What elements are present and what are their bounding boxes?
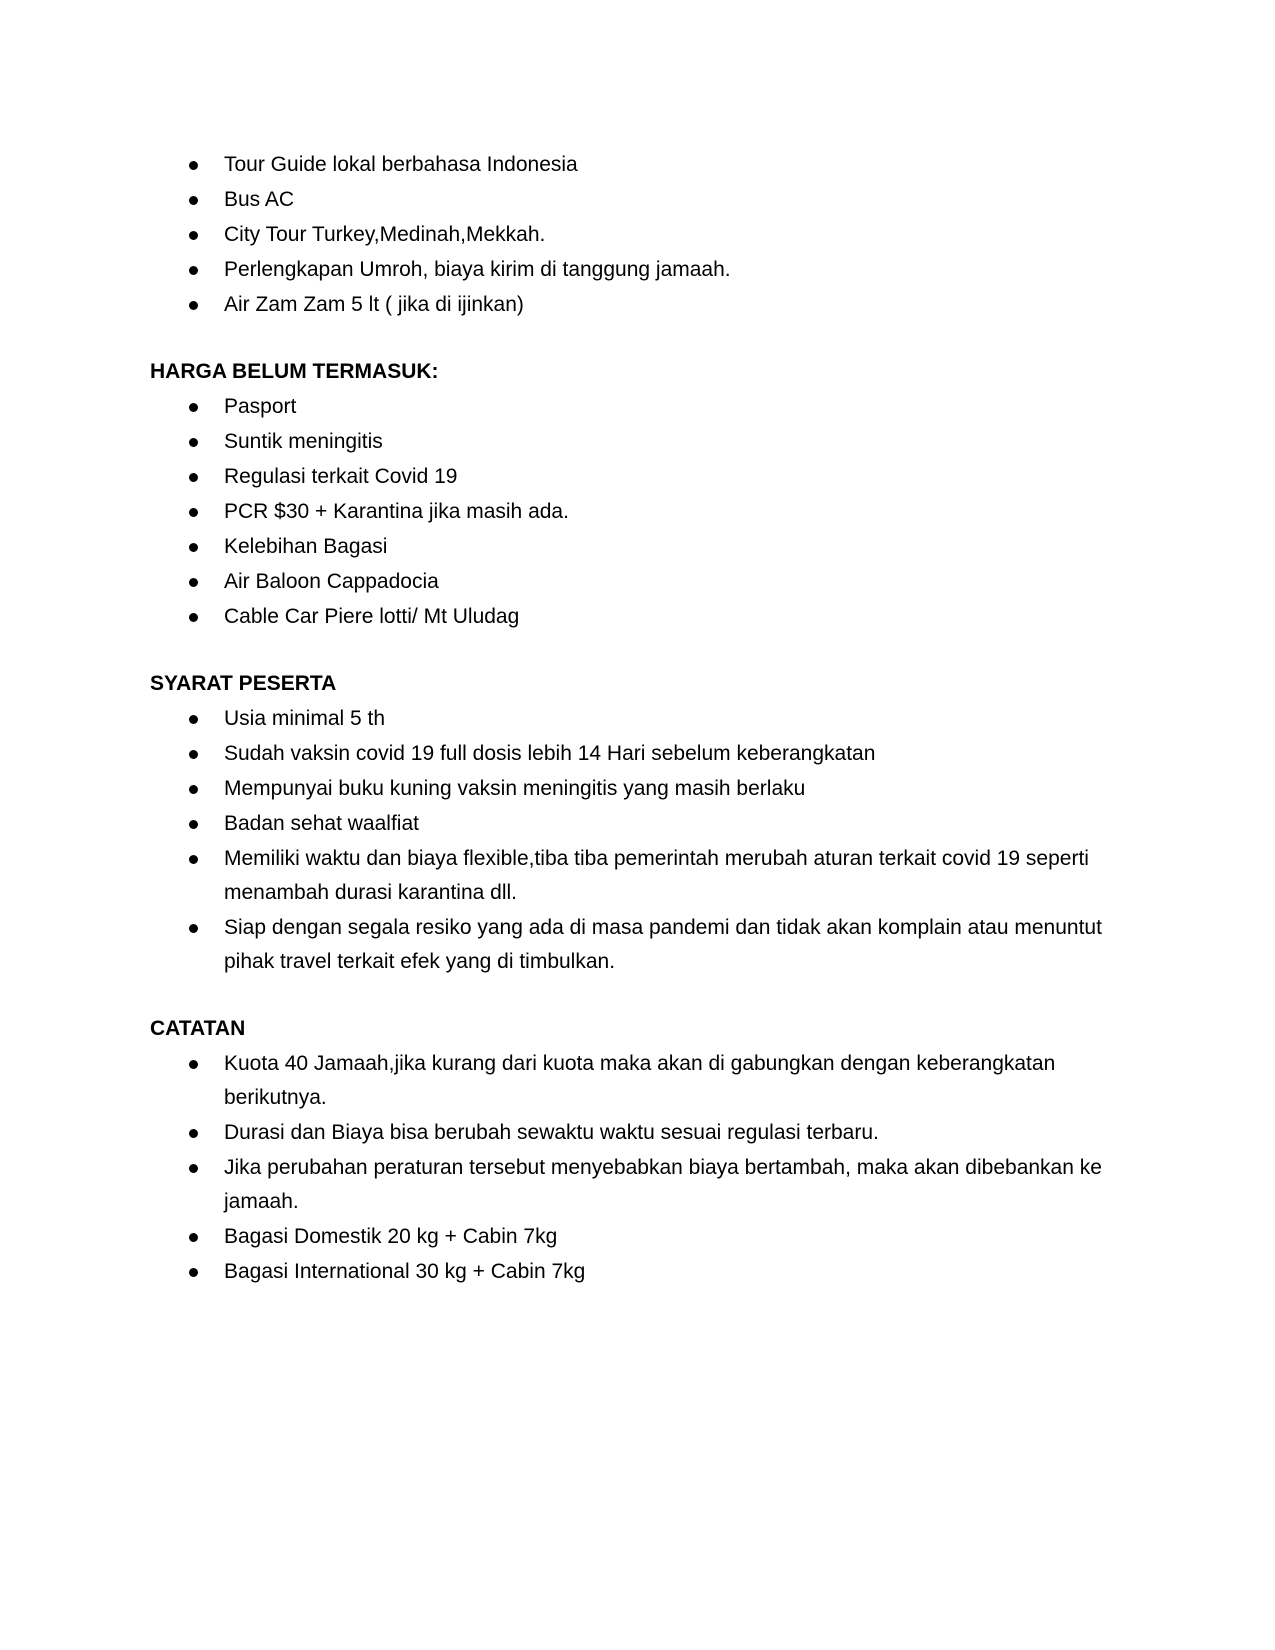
bullet-list	[150, 1047, 1150, 1289]
bullet-icon	[189, 1164, 198, 1173]
list-item	[150, 1116, 1150, 1150]
bullet-icon	[189, 403, 198, 412]
bullet-list	[150, 390, 1150, 634]
list-item-text: Perlengkapan Umroh, biaya kirim di tanggung jamaah.	[224, 258, 731, 281]
section-requirements	[150, 666, 1150, 979]
bullet-icon	[189, 543, 198, 552]
bullet-icon	[189, 196, 198, 205]
bullet-icon	[189, 613, 198, 622]
list-item-text: Mempunyai buku kuning vaksin meningitis yang masih berlaku	[224, 777, 806, 800]
bullet-list	[150, 702, 1150, 979]
bullet-icon	[189, 785, 198, 794]
list-item-text: Jika perubahan peraturan tersebut menyebabkan biaya bertambah, maka akan dibebankan ke jamaah.	[224, 1156, 1102, 1213]
list-item	[150, 600, 1150, 634]
list-item	[150, 390, 1150, 424]
list-item-text: Bus AC	[224, 188, 295, 211]
list-item	[150, 911, 1150, 979]
bullet-icon	[189, 820, 198, 829]
list-item	[150, 1047, 1150, 1115]
list-item	[150, 183, 1150, 217]
list-item	[150, 807, 1150, 841]
list-item	[150, 425, 1150, 459]
list-item-text: Durasi dan Biaya bisa berubah sewaktu waktu sesuai regulasi terbaru.	[224, 1121, 879, 1144]
list-item-text: Sudah vaksin covid 19 full dosis lebih 14 Hari sebelum keberangkatan	[224, 742, 876, 765]
section-included	[150, 148, 1150, 322]
bullet-icon	[189, 1129, 198, 1138]
list-item-text: Badan sehat waalfiat	[224, 812, 419, 835]
list-item-text: Bagasi International 30 kg + Cabin 7kg	[224, 1260, 586, 1283]
list-item-text: Bagasi Domestik 20 kg + Cabin 7kg	[224, 1225, 558, 1248]
list-item	[150, 460, 1150, 494]
list-item	[150, 772, 1150, 806]
list-item-text: Suntik meningitis	[224, 430, 383, 453]
bullet-list	[150, 148, 1150, 322]
list-item-text: Air Baloon Cappadocia	[224, 570, 439, 593]
bullet-icon	[189, 578, 198, 587]
list-item-text: Kuota 40 Jamaah,jika kurang dari kuota maka akan di gabungkan dengan keberangkatan berikutnya.	[224, 1052, 1056, 1109]
list-item-text: Pasport	[224, 395, 297, 418]
bullet-icon	[189, 301, 198, 310]
bullet-icon	[189, 750, 198, 759]
list-item	[150, 842, 1150, 910]
list-item	[150, 737, 1150, 771]
list-item-text: PCR $30 + Karantina jika masih ada.	[224, 500, 569, 523]
section-not-included	[150, 354, 1150, 634]
bullet-icon	[189, 924, 198, 933]
document-page	[150, 148, 1150, 1290]
list-item-text: City Tour Turkey,Medinah,Mekkah.	[224, 223, 546, 246]
bullet-icon	[189, 266, 198, 275]
bullet-icon	[189, 1268, 198, 1277]
list-item-text: Regulasi terkait Covid 19	[224, 465, 458, 488]
bullet-icon	[189, 508, 198, 517]
list-item-text: Kelebihan Bagasi	[224, 535, 388, 558]
list-item	[150, 495, 1150, 529]
list-item-text: Usia minimal 5 th	[224, 707, 386, 730]
section-heading: CATATAN	[150, 1017, 246, 1040]
list-item	[150, 1220, 1150, 1254]
bullet-icon	[189, 473, 198, 482]
bullet-icon	[189, 1060, 198, 1069]
list-item	[150, 530, 1150, 564]
list-item-text: Tour Guide lokal berbahasa Indonesia	[224, 153, 578, 176]
list-item	[150, 1255, 1150, 1289]
bullet-icon	[189, 231, 198, 240]
list-item	[150, 565, 1150, 599]
list-item-text: Cable Car Piere lotti/ Mt Uludag	[224, 605, 520, 628]
bullet-icon	[189, 855, 198, 864]
list-item-text: Memiliki waktu dan biaya flexible,tiba tiba pemerintah merubah aturan terkait covid 19 seperti menambah durasi karantina dll.	[224, 847, 1089, 904]
section-heading: SYARAT PESERTA	[150, 672, 337, 695]
bullet-icon	[189, 715, 198, 724]
list-item-text: Air Zam Zam 5 lt ( jika di ijinkan)	[224, 293, 524, 316]
list-item	[150, 253, 1150, 287]
list-item	[150, 288, 1150, 322]
list-item	[150, 218, 1150, 252]
list-item	[150, 702, 1150, 736]
list-item	[150, 148, 1150, 182]
section-heading: HARGA BELUM TERMASUK:	[150, 360, 439, 383]
list-item	[150, 1151, 1150, 1219]
section-notes	[150, 1011, 1150, 1289]
bullet-icon	[189, 438, 198, 447]
list-item-text: Siap dengan segala resiko yang ada di masa pandemi dan tidak akan komplain atau menuntut pihak travel terkait efek yang di timbulkan.	[224, 916, 1102, 973]
bullet-icon	[189, 161, 198, 170]
bullet-icon	[189, 1233, 198, 1242]
